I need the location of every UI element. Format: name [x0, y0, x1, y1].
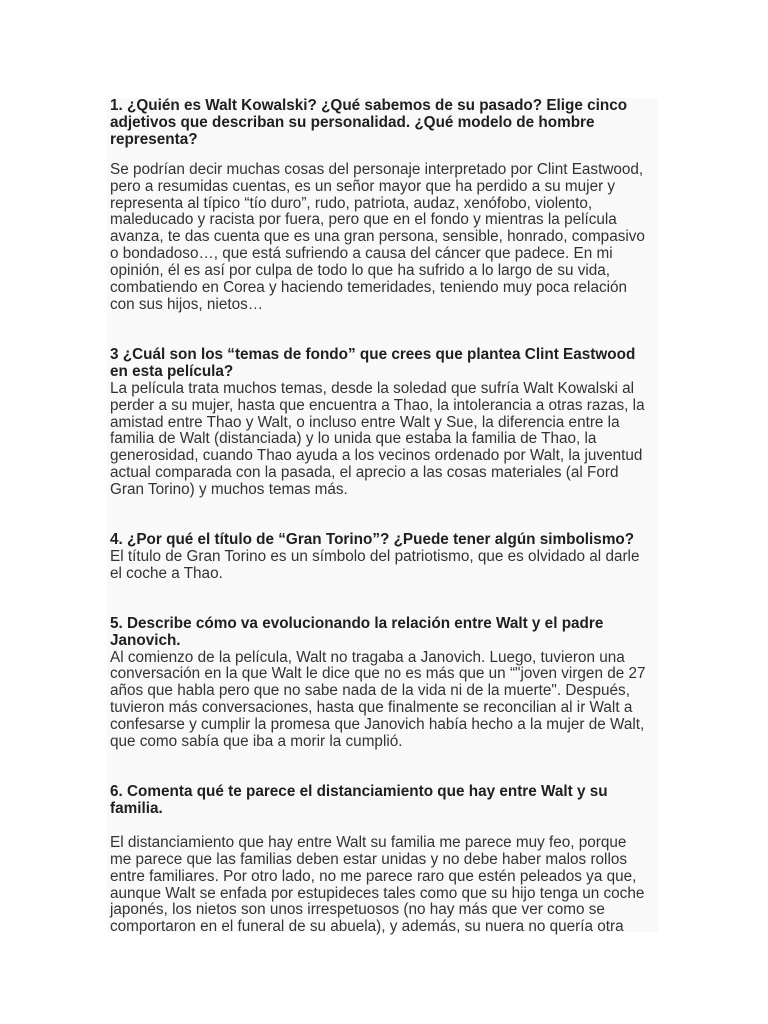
- answer-line: con sus hijos, nietos…: [110, 295, 264, 313]
- answer-line: representa al típico “tío duro”, rudo, patriota, audaz, xenófobo, violento,: [110, 194, 593, 212]
- answer-line: Al comienzo de la película, Walt no tragaba a Janovich. Luego, tuvieron una: [110, 648, 625, 666]
- question-3: [110, 347, 662, 381]
- answer-6: [110, 835, 662, 936]
- question-4: [110, 532, 662, 549]
- answer-line: avanza, te das cuenta que es una gran persona, sensible, honrado, compasivo: [110, 228, 645, 246]
- answer-line: amistad entre Thao y Walt, o incluso entre Walt y Sue, la diferencia entre la: [110, 413, 620, 431]
- answer-3: [110, 381, 662, 499]
- answer-line: El título de Gran Torino es un símbolo del patriotismo, que es olvidado al darle: [110, 547, 640, 565]
- answer-line: generosidad, cuando Thao ayuda a los vecinos ordenado por Walt, la juventud: [110, 447, 643, 465]
- question-line: 4. ¿Por qué el título de “Gran Torino”? ¿Puede tener algún simbolismo?: [110, 531, 635, 549]
- question-line: Janovich.: [110, 631, 181, 649]
- answer-line: familia de Walt (distanciada) y lo unida que estaba la familia de Thao, la: [110, 430, 597, 448]
- answer-line: perder a su mujer, hasta que encuentra a Thao, la intolerancia a otras razas, la: [110, 396, 645, 414]
- answer-line: japonés, los nietos son unos irrespetuosos (no hay más que ver como se: [110, 901, 605, 919]
- question-line: adjetivos que describan su personalidad. ¿Qué modelo de hombre: [110, 113, 595, 131]
- answer-4: [110, 549, 662, 583]
- answer-line: La película trata muchos temas, desde la soledad que sufría Walt Kowalski al: [110, 379, 635, 397]
- answer-line: conversación en la que Walt le dice que no es más que un “"joven virgen de 27: [110, 665, 646, 683]
- answer-1: [110, 162, 662, 314]
- answer-line: actual comparada con la pasada, el aprecio a las cosas materiales (al Ford: [110, 464, 619, 482]
- answer-line: maleducado y racista por fuera, pero que en el fondo y mientras la película: [110, 211, 617, 229]
- answer-line: me parece que las familias deben estar unidas y no debe haber malos rollos: [110, 850, 627, 868]
- answer-5: [110, 650, 662, 751]
- answer-line: aunque Walt se enfada por estupideces tales como que su hijo tenga un coche: [110, 884, 645, 902]
- question-line: familia.: [110, 799, 163, 817]
- answer-line: o bondadoso…, que está sufriendo a causa del cáncer que padece. En mi: [110, 245, 613, 263]
- question-line: en esta película?: [110, 362, 234, 380]
- question-5: [110, 616, 662, 650]
- answer-line: que como sabía que iba a morir la cumplió.: [110, 733, 403, 751]
- answer-line: años que habla pero que no sabe nada de la vida ni de la muerte". Después,: [110, 682, 630, 700]
- question-line: 6. Comenta qué te parece el distanciamiento que hay entre Walt y su: [110, 783, 608, 800]
- question-line: 5. Describe cómo va evolucionando la relación entre Walt y el padre: [110, 614, 604, 632]
- answer-line: Se podrían decir muchas cosas del personaje interpretado por Clint Eastwood,: [110, 160, 644, 178]
- question-line: representa?: [110, 130, 198, 148]
- question-line: 3 ¿Cuál son los “temas de fondo” que crees que plantea Clint Eastwood: [110, 345, 636, 363]
- question-1: [110, 98, 662, 149]
- answer-line: combatiendo en Corea y haciendo temeridades, teniendo muy poca relación: [110, 279, 628, 297]
- answer-line: El distanciamiento que hay entre Walt su familia me parece muy feo, porque: [110, 833, 627, 851]
- answer-line: entre familiares. Por otro lado, no me parece raro que estén peleados ya que,: [110, 867, 637, 885]
- answer-line: comportaron en el funeral de su abuela), y además, su nuera no quería otra: [110, 918, 624, 936]
- document-body: [110, 98, 662, 936]
- answer-line: pero a resumidas cuentas, es un señor mayor que ha perdido a su mujer y: [110, 177, 616, 195]
- answer-line: confesarse y cumplir la promesa que Janovich había hecho a la mujer de Walt,: [110, 716, 645, 734]
- answer-line: Gran Torino) y muchos temas más.: [110, 481, 348, 499]
- answer-line: el coche a Thao.: [110, 564, 223, 582]
- answer-line: opinión, él es así por culpa de todo lo que ha sufrido a lo largo de su vida,: [110, 262, 611, 280]
- answer-line: tuvieron más conversaciones, hasta que finalmente se reconcilian al ir Walt a: [110, 699, 633, 717]
- question-line: 1. ¿Quién es Walt Kowalski? ¿Qué sabemos de su pasado? Elige cinco: [110, 97, 628, 114]
- question-6: [110, 784, 662, 818]
